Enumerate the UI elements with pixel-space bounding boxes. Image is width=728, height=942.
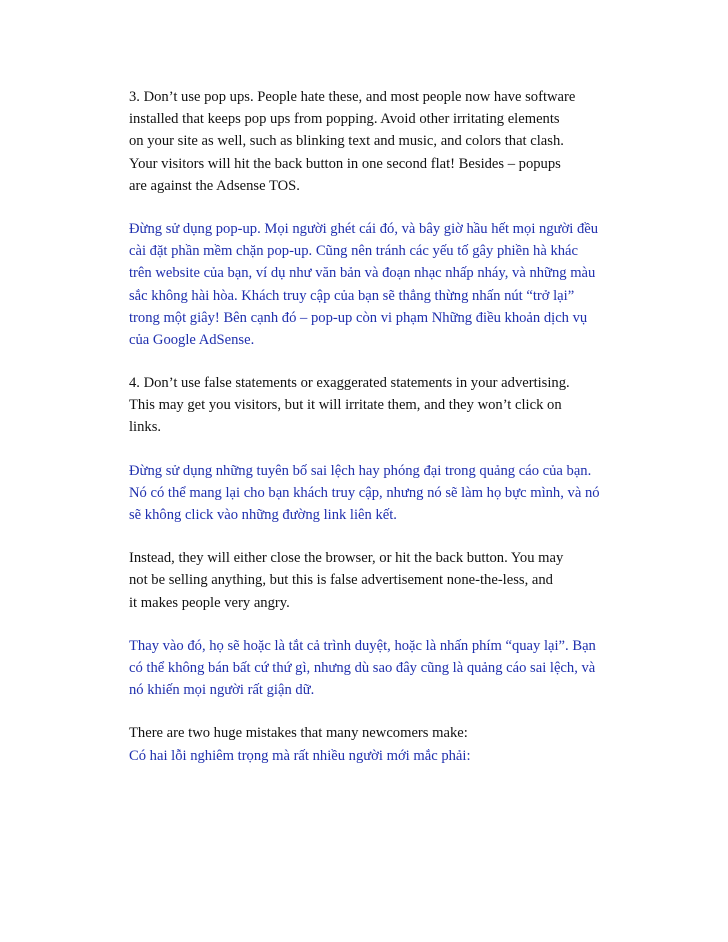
paragraph-tip-4-english bbox=[129, 372, 689, 439]
text-line: sẽ không click vào những đường link liên kết. bbox=[129, 507, 397, 523]
paragraph-mistakes-intro bbox=[129, 722, 689, 766]
text-line: This may get you visitors, but it will irritate them, and they won’t click on bbox=[129, 397, 562, 414]
text-line: Đừng sử dụng những tuyên bố sai lệch hay phóng đại trong quảng cáo của bạn. bbox=[129, 462, 592, 479]
text-line: Your visitors will hit the back button in one second flat! Besides – popups bbox=[129, 155, 561, 172]
text-line: sắc không hài hòa. Khách truy cập của bạn sẽ thẳng thừng nhấn nút “trở lại” bbox=[129, 287, 575, 304]
text-line: installed that keeps pop ups from popping. Avoid other irritating elements bbox=[129, 111, 560, 128]
text-line: it makes people very angry. bbox=[129, 594, 290, 611]
paragraph-gap bbox=[129, 351, 689, 372]
paragraph-gap bbox=[129, 701, 689, 722]
paragraph-instead-english bbox=[129, 547, 689, 614]
text-line: are against the Adsense TOS. bbox=[129, 177, 300, 194]
paragraph-gap bbox=[129, 526, 689, 547]
text-line: Thay vào đó, họ sẽ hoặc là tắt cả trình duyệt, hoặc là nhấn phím “quay lại”. Bạn bbox=[129, 637, 596, 654]
paragraph-tip-4-vietnamese bbox=[129, 460, 689, 527]
paragraph-gap bbox=[129, 439, 689, 460]
paragraph-instead-vietnamese bbox=[129, 635, 689, 702]
paragraph-gap bbox=[129, 197, 689, 218]
text-line: trong một giây! Bên cạnh đó – pop-up còn vi phạm Những điều khoản dịch vụ bbox=[129, 309, 588, 326]
text-line: có thể không bán bất cứ thứ gì, nhưng dù sao đây cũng là quảng cáo sai lệch, và bbox=[129, 659, 596, 676]
text-line-english: There are two huge mistakes that many newcomers make: bbox=[129, 725, 468, 742]
text-line: 3. Don’t use pop ups. People hate these, and most people now have software bbox=[129, 89, 576, 105]
text-line: nó khiến mọi người rất giận dữ. bbox=[129, 682, 315, 699]
text-line-vietnamese: Có hai lỗi nghiêm trọng mà rất nhiều người mới mắc phải: bbox=[129, 747, 471, 764]
text-line: của Google AdSense. bbox=[129, 331, 255, 348]
paragraph-tip-3-vietnamese bbox=[129, 218, 689, 351]
document-body bbox=[129, 86, 689, 767]
text-line: not be selling anything, but this is false advertisement none-the-less, and bbox=[129, 572, 553, 589]
text-line: on your site as well, such as blinking text and music, and colors that clash. bbox=[129, 133, 564, 150]
text-line: trên website của bạn, ví dụ như văn bản và đoạn nhạc nhấp nháy, và những màu bbox=[129, 265, 596, 282]
text-line: cài đặt phần mềm chặn pop-up. Cũng nên tránh các yếu tố gây phiền hà khác bbox=[129, 243, 579, 260]
paragraph-gap bbox=[129, 614, 689, 635]
text-line: Đừng sử dụng pop-up. Mọi người ghét cái đó, và bây giờ hầu hết mọi người đều bbox=[129, 220, 599, 237]
text-line: 4. Don’t use false statements or exaggerated statements in your advertising. bbox=[129, 375, 570, 392]
text-line: Instead, they will either close the browser, or hit the back button. You may bbox=[129, 550, 564, 567]
paragraph-tip-3-english bbox=[129, 86, 689, 197]
text-line: Nó có thể mang lại cho bạn khách truy cập, nhưng nó sẽ làm họ bực mình, và nó bbox=[129, 484, 600, 501]
text-line: links. bbox=[129, 419, 162, 436]
